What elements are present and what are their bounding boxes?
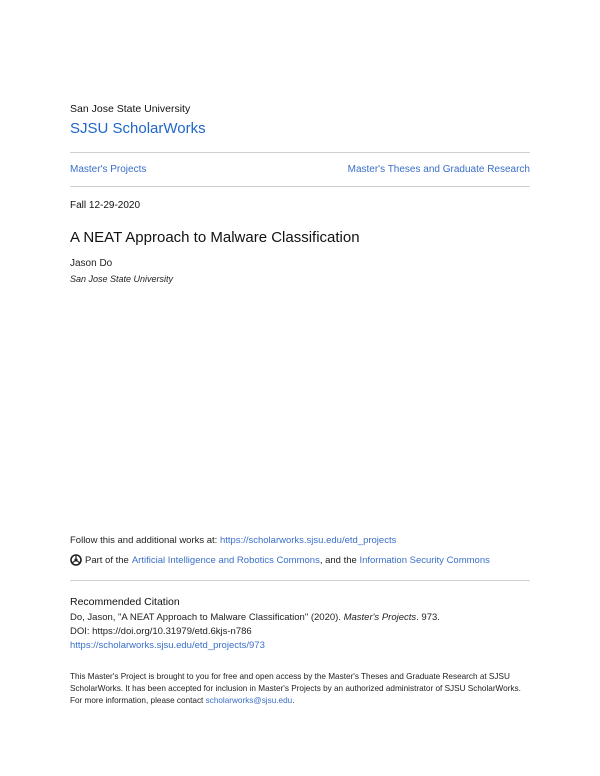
follow-url-link[interactable]: https://scholarworks.sjsu.edu/etd_projects: [219, 535, 397, 546]
publication-date: Fall 12-29-2020: [70, 200, 141, 211]
citation-doi: DOI: https://doi.org/10.31979/etd.6kjs-n786: [70, 626, 252, 637]
citation-block: [70, 611, 440, 653]
masters-projects-link[interactable]: Master's Projects: [70, 164, 147, 175]
institution-name: San Jose State University: [70, 103, 191, 115]
masters-theses-link[interactable]: Master's Theses and Graduate Research: [347, 164, 530, 175]
part-of-prefix: Part of the: [85, 554, 129, 566]
citation-line: [70, 611, 440, 625]
divider-top: [70, 152, 530, 153]
author-name: Jason Do: [70, 258, 113, 269]
citation-number: . 973.: [416, 612, 440, 623]
part-of-middle: , and the: [319, 554, 360, 566]
divider-citation: [70, 580, 530, 581]
author-affiliation: San Jose State University: [70, 274, 174, 284]
divider-nav: [70, 186, 530, 187]
citation-text: Do, Jason, "A NEAT Approach to Malware Classification" (2020).: [70, 612, 344, 623]
part-of-line: [70, 554, 490, 566]
citation-heading: Recommended Citation: [70, 596, 180, 608]
repository-link[interactable]: SJSU ScholarWorks: [70, 120, 206, 137]
follow-prefix: Follow this and additional works at:: [70, 535, 220, 546]
information-security-commons-link[interactable]: Information Security Commons: [359, 554, 490, 566]
follow-line: [70, 535, 396, 546]
footer-text: This Master's Project is brought to you for free and open access by the Master's Theses and Graduate Research at SJSU ScholarWorks. It has been accepted for inclusion in Master's Projects by an authorized administrator of SJSU ScholarWorks. For more information, please contact: [70, 672, 521, 705]
document-title: A NEAT Approach to Malware Classification: [70, 229, 360, 246]
citation-series: Master's Projects: [343, 612, 417, 623]
citation-url-link[interactable]: https://scholarworks.sjsu.edu/etd_projects/973: [70, 640, 265, 651]
footer-end: .: [292, 696, 295, 705]
commons-network-icon: [70, 554, 82, 566]
footer-note: [70, 671, 535, 707]
contact-email-link[interactable]: scholarworks@sjsu.edu: [205, 696, 293, 705]
ai-robotics-commons-link[interactable]: Artificial Intelligence and Robotics Commons: [131, 554, 320, 566]
